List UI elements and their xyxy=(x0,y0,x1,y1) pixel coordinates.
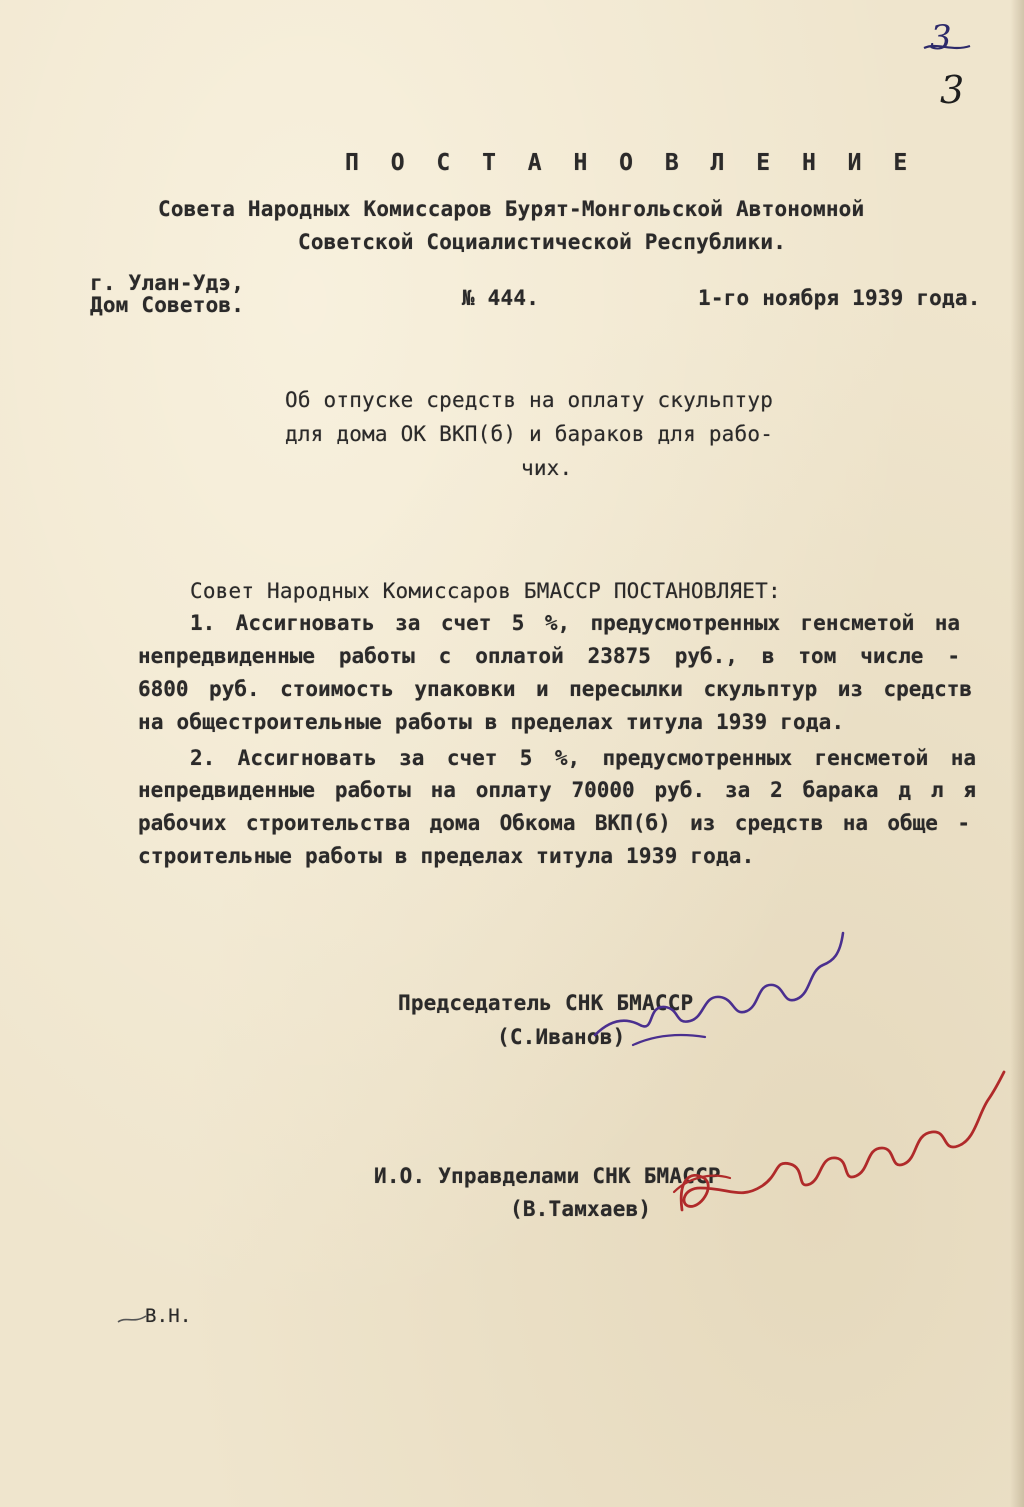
document-title: П О С Т А Н О В Л Е Н И Е xyxy=(345,150,917,176)
item-1-line-3: 6800 руб. стоимость упаковки и пересылки скульптур из средств xyxy=(138,677,972,701)
subject-line-3: чих. xyxy=(521,456,573,480)
item-1-line-4: на общестроительные работы в пределах титула 1939 года. xyxy=(138,710,845,734)
typist-initials: В.Н. xyxy=(145,1305,192,1327)
item-1-line-2: непредвиденные работы с оплатой 23875 руб., в том числе - xyxy=(138,644,960,668)
decree-date: 1-го ноября 1939 года. xyxy=(698,286,981,310)
place-line-2: Дом Советов. xyxy=(90,293,245,317)
subject-line-2: для дома ОК ВКП(б) и бараков для рабо- xyxy=(285,422,774,446)
archive-mark-struck: 3 xyxy=(930,18,952,58)
initials-pencil-mark xyxy=(116,1310,152,1328)
chair-name: (С.Иванов) xyxy=(497,1025,626,1049)
issuer-line-2: Советской Социалистической Республики. xyxy=(298,230,787,254)
chair-handwritten-signature xyxy=(585,925,865,1065)
paper-edge-shadow xyxy=(1010,0,1024,1507)
item-2-line-3: рабочих строительства дома Обкома ВКП(б) из средств на обще - xyxy=(138,811,970,835)
chair-title: Председатель СНК БМАССР xyxy=(398,991,694,1015)
archive-page-number: 3 xyxy=(940,68,965,112)
resolution-intro: Совет Народных Комиссаров БМАССР ПОСТАНОВЛЯЕТ: xyxy=(190,579,781,603)
manager-title: И.О. Управделами СНК БМАССР xyxy=(374,1164,721,1188)
item-2-line-1: 2. Ассигновать за счет 5 %, предусмотренных генсметой на xyxy=(190,746,976,770)
item-2-line-2: непредвиденные работы на оплату 70000 руб. за 2 барака д л я xyxy=(138,778,976,802)
manager-name: (В.Тамхаев) xyxy=(510,1197,652,1221)
archive-mark-strike-line xyxy=(922,38,972,58)
item-1-line-1: 1. Ассигновать за счет 5 %, предусмотренных генсметой на xyxy=(190,611,960,635)
manager-handwritten-signature xyxy=(670,1060,1010,1230)
decree-number: № 444. xyxy=(462,286,540,310)
subject-line-1: Об отпуске средств на оплату скульптур xyxy=(285,388,774,412)
item-2-line-4: строительные работы в пределах титула 1939 года. xyxy=(138,844,755,868)
issuer-line-1: Совета Народных Комиссаров Бурят-Монгольской Автономной xyxy=(158,197,865,221)
place-line-1: г. Улан-Удэ, xyxy=(90,271,245,295)
